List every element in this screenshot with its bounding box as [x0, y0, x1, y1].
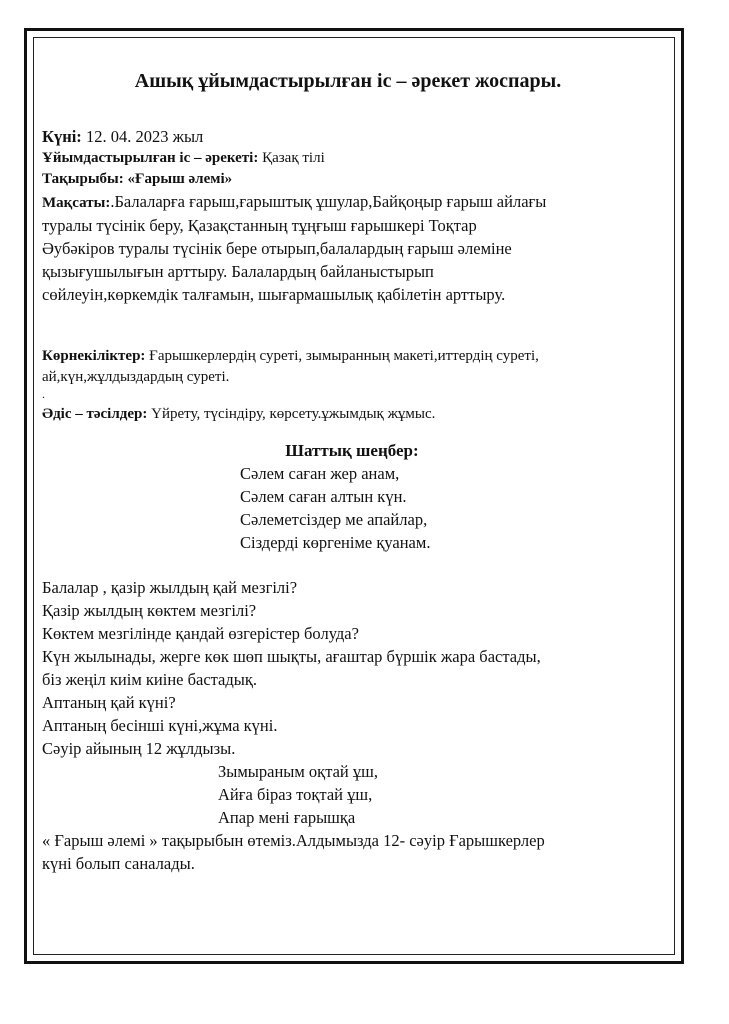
- goal-line: сөйлеуін,көркемдік талғамын, шығармашылық қабілетін арттыру.: [42, 285, 506, 304]
- dialogue-line: Күн жылынады, жерге көк шөп шықты, ағаштар бүршік жара бастады,: [42, 647, 541, 666]
- visuals-row: [42, 346, 642, 367]
- dialogue-line: Көктем мезгілінде қандай өзгерістер болуда?: [42, 624, 359, 643]
- date-row: [42, 125, 642, 148]
- document-body: [42, 70, 642, 875]
- goal-line: туралы түсінік беру, Қазақстанның тұңғыш ғарышкері Тоқтар: [42, 216, 477, 235]
- methods-label: Әдіс – тәсілдер:: [42, 406, 148, 422]
- goal-label: Мақсаты:: [42, 195, 111, 211]
- goal-line: [42, 190, 642, 214]
- goal-line: Әубәкіров туралы түсінік бере отырып,балалардың ғарыш әлеміне: [42, 239, 512, 258]
- circle-line: Сәлем саған алтын күн.: [240, 487, 407, 506]
- dialogue-line: Сәуір айының 12 жұлдызы.: [42, 739, 236, 758]
- methods-value: Үйрету, түсіндіру, көрсету.ұжымдық жұмыс.: [147, 406, 436, 422]
- date-label: Күні:: [42, 127, 82, 146]
- stray-dot: .: [42, 387, 45, 401]
- dialogue-line: біз жеңіл киім киіне бастадық.: [42, 670, 258, 689]
- circle-line: Сәлеметсіздер ме апайлар,: [240, 510, 428, 529]
- date-value: 12. 04. 2023 жыл: [81, 127, 204, 146]
- goal-line: қызығушылығын арттыру. Балалардың байланыстырып: [42, 262, 434, 281]
- page-title: Ашық ұйымдастырылған іс – әрекет жоспары.: [134, 70, 562, 92]
- visuals-value: Ғарышкерлердің суреті, зымыранның макеті,иттердің суреті,: [145, 348, 539, 364]
- topic-value: «Ғарыш әлемі»: [123, 171, 233, 187]
- visuals-row-2: ай,күн,жұлдыздардың суреті.: [42, 369, 230, 385]
- visuals-label: Көрнекіліктер:: [42, 348, 146, 364]
- circle-line: Сіздерді көргеніме қуанам.: [240, 533, 431, 552]
- topic-label: Тақырыбы:: [42, 171, 124, 187]
- dialogue-line: Балалар , қазір жылдың қай мезгілі?: [42, 578, 298, 597]
- dialogue-line: Қазір жылдың көктем мезгілі?: [42, 601, 257, 620]
- circle-line: Сәлем саған жер анам,: [240, 464, 400, 483]
- circle-heading: Шаттық шеңбер:: [285, 441, 419, 460]
- closing-line: « Ғарыш әлемі » тақырыбын өтеміз.Алдымызда 12- сәуір Ғарышкерлер: [42, 831, 545, 850]
- poem-line: Зымыраным оқтай ұш,: [218, 762, 378, 781]
- activity-label: Ұйымдастырылған іс – әрекеті:: [42, 150, 259, 166]
- methods-row: [42, 404, 642, 425]
- closing-line: күні болып саналады.: [42, 854, 195, 873]
- activity-value: Қазақ тілі: [258, 150, 325, 166]
- dialogue-line: Аптаның қай күні?: [42, 693, 176, 712]
- dialogue-line: Аптаның бесінші күні,жұма күні.: [42, 716, 278, 735]
- activity-row: [42, 148, 642, 169]
- goal-text: .Балаларға ғарыш,ғарыштық ұшулар,Байқоңыр ғарыш айлағы: [110, 192, 547, 211]
- poem-line: Апар мені ғарышқа: [218, 808, 356, 827]
- poem-line: Айға біраз тоқтай ұш,: [218, 785, 373, 804]
- topic-row: [42, 169, 642, 190]
